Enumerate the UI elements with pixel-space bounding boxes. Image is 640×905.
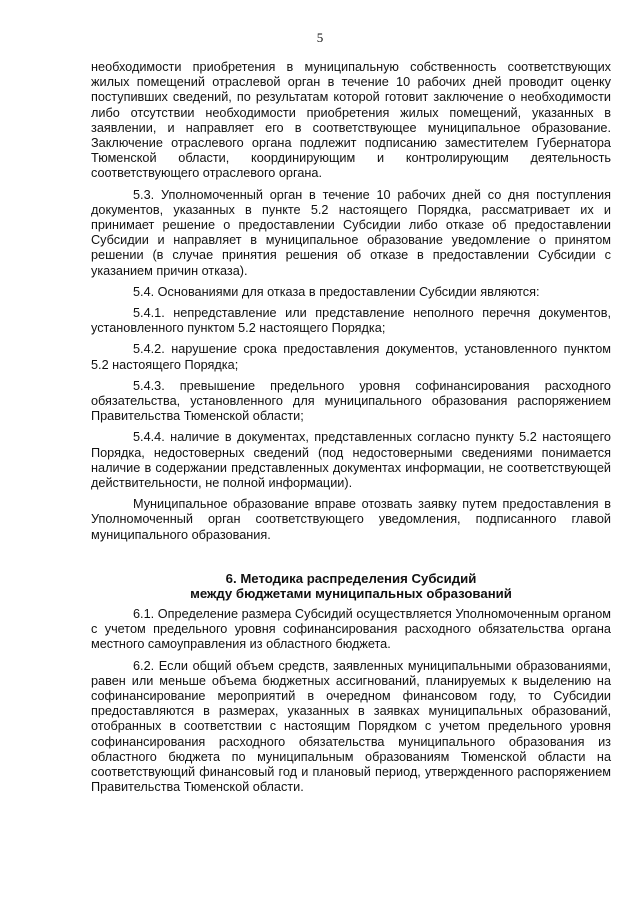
paragraph: 6.1. Определение размера Субсидий осуществляется Уполномоченным органом с учетом предельного уровня софинансирования расходного обязательства органа местного самоуправления из областного бюджета.	[91, 606, 611, 652]
document-body	[91, 60, 611, 795]
section-heading	[91, 571, 611, 602]
paragraph: 5.4. Основаниями для отказа в предоставлении Субсидии являются:	[133, 284, 540, 299]
section-heading-line-1: 6. Методика распределения Субсидий	[225, 570, 477, 586]
paragraph: 6.2. Если общий объем средств, заявленных муниципальными образованиями, равен или меньше объема бюджетных ассигнований, планируемых к выделению на софинансирование мероприятий в очередном финансовом году, то Субсидии предоставляются в размерах, указанных в заявках муниципальных образований, отобранных в соответствии с настоящим Порядком с учетом предельного уровня софинансирования расходного обязательства муниципального образования из областного бюджета по муниципальным образованиям Тюменской области на соответствующий финансовый год и плановый период, утвержденного распоряжением Правительства Тюменской области.	[91, 658, 611, 795]
paragraph: Муниципальное образование вправе отозвать заявку путем предоставления в Уполномоченный орган соответствующего уведомления, подписанного главой муниципального образования.	[91, 497, 611, 542]
paragraph: 5.4.2. нарушение срока предоставления документов, установленного пунктом 5.2 настоящего Порядка;	[91, 342, 611, 372]
page-number: 5	[316, 30, 324, 45]
paragraph: необходимости приобретения в муниципальную собственность соответствующих жилых помещений отраслевой орган в течение 10 рабочих дней проводит оценку поступивших сведений, по результатам которой готовит заключение о необходимости либо отсутствии необходимости приобретения жилых помещений, указанных в заявлении, и направляет его в соответствующее муниципальное образование. Заключение отраслевого органа подлежит подписанию заместителем Губернатора Тюменской области, координирующим и контролирующим деятельность соответствующего отраслевого органа.	[91, 60, 611, 181]
paragraph: 5.4.3. превышение предельного уровня софинансирования расходного обязательства, установленного для муниципального образования распоряжением Правительства Тюменской области;	[91, 378, 611, 424]
paragraph: 5.3. Уполномоченный орган в течение 10 рабочих дней со дня поступления документов, указанных в пункте 5.2 настоящего Порядка, рассматривает их и принимает решение о предоставлении Субсидии либо отказе об предоставлении Субсидии и направляет в муниципальное образование уведомление о принятом решении (в случае принятия решения об отказе в предоставлении Субсидии с указанием причин отказа).	[91, 187, 611, 278]
paragraph: 5.4.1. непредставление или представление неполного перечня документов, установленного пунктом 5.2 настоящего Порядка;	[91, 306, 611, 336]
section-heading-line-2: между бюджетами муниципальных образований	[190, 586, 512, 602]
paragraph: 5.4.4. наличие в документах, представленных согласно пункту 5.2 настоящего Порядка, недостоверных сведений (под недостоверными сведениями понимается наличие в содержании представленных документах информации, не соответствующей действительности, не полной информации).	[91, 430, 611, 491]
